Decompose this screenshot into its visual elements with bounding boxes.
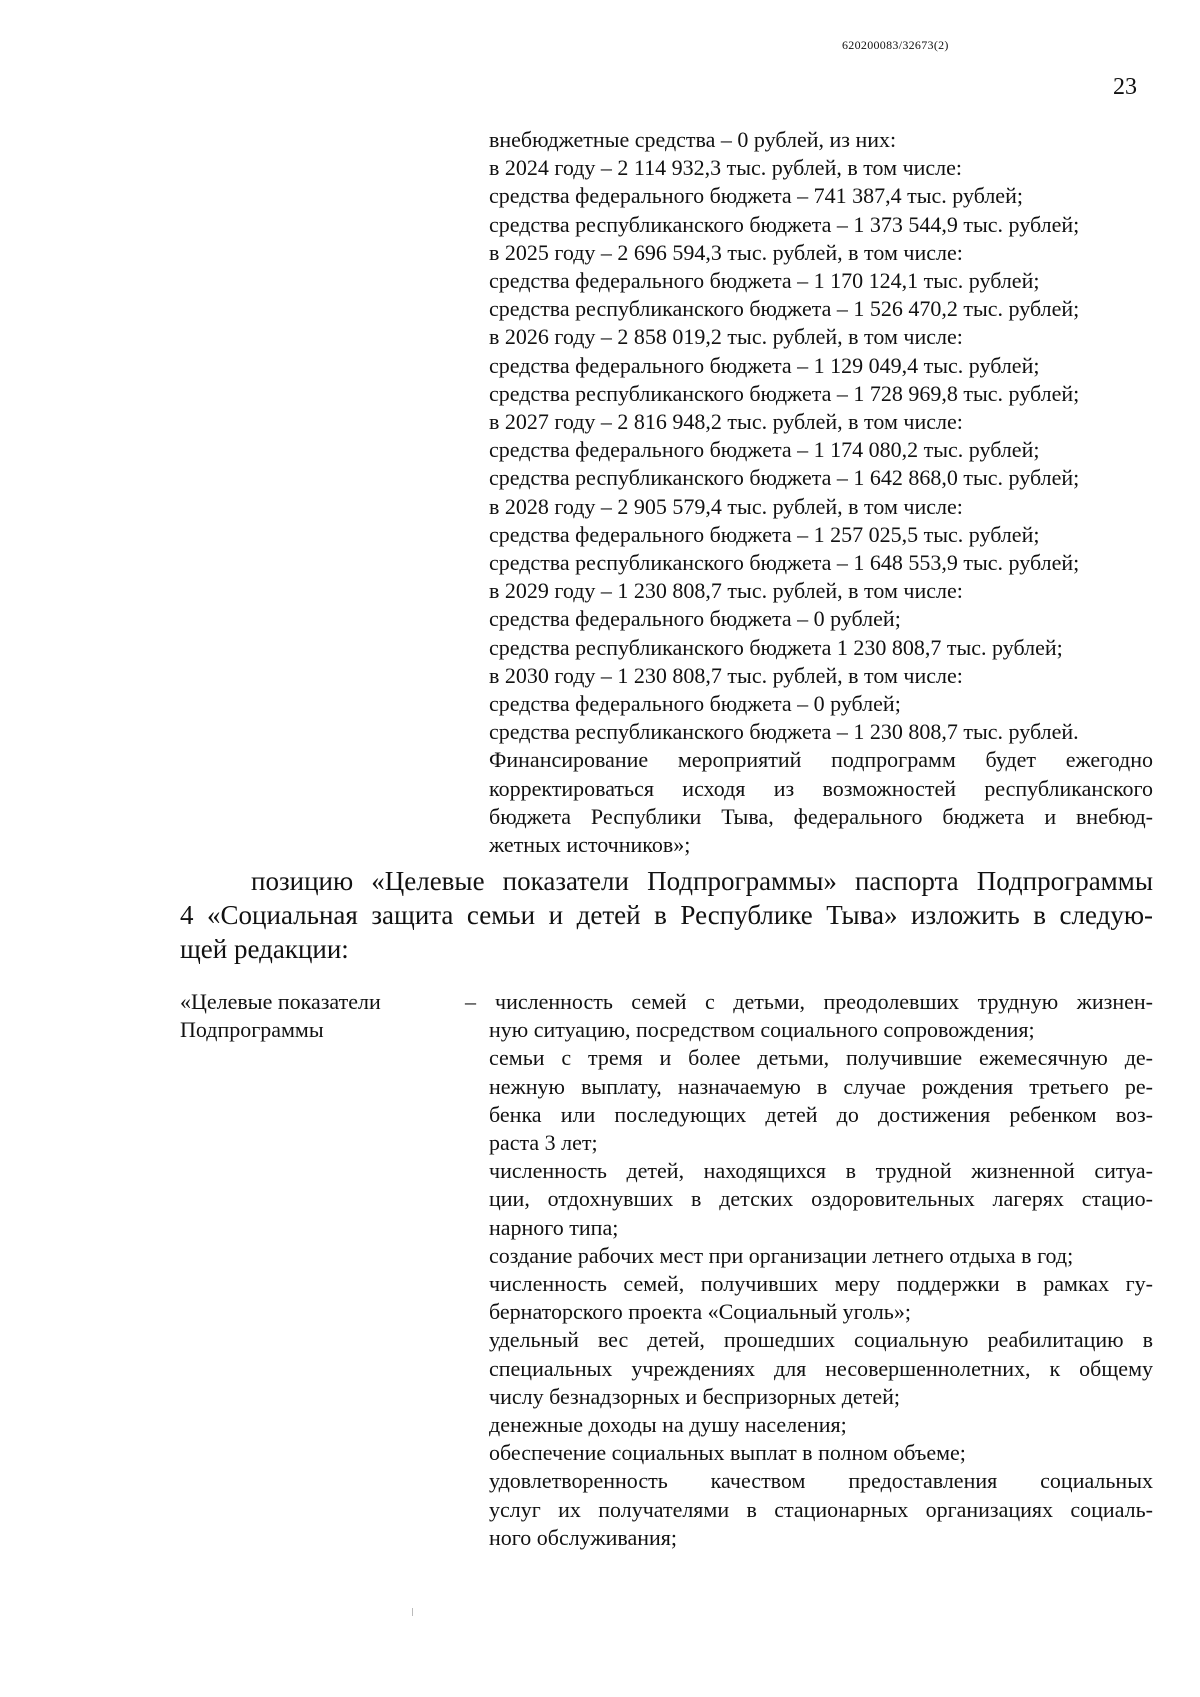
funding-line: средства федерального бюджета – 1 170 124,1 тыс. рублей; [489, 268, 1040, 294]
indicator-line: специальных учреждениях для несовершеннолетних, к общему [489, 1355, 1153, 1381]
indicator-line: денежные доходы на душу населения; [489, 1412, 847, 1438]
indicator-line: ного обслуживания; [489, 1524, 678, 1550]
indicator-line: числу безнадзорных и беспризорных детей; [489, 1383, 900, 1409]
funding-line: средства республиканского бюджета – 1 526 470,2 тыс. рублей; [489, 296, 1080, 322]
funding-closing-line: бюджета Республики Тыва, федерального бюджета и внебюд- [489, 803, 1153, 829]
funding-line: в 2028 году – 2 905 579,4 тыс. рублей, в том числе: [489, 493, 963, 519]
indicator-line: ции, отдохнувших в детских оздоровительных лагерях стацио- [489, 1186, 1153, 1212]
indicator-item [489, 988, 1153, 1044]
funding-block [489, 126, 1153, 859]
dash-separator: – [465, 989, 476, 1014]
indicators-label [180, 988, 460, 1044]
indicator-line: обеспечение социальных выплат в полном объеме; [489, 1440, 966, 1466]
indicator-item [489, 1242, 1153, 1270]
indicator-line: удовлетворенность качеством предоставления социальных [489, 1468, 1153, 1494]
indicator-item [489, 1326, 1153, 1411]
document-id: 620200083/32673(2) [842, 38, 949, 52]
label-line: Подпрограммы [180, 1017, 324, 1042]
funding-line: средства республиканского бюджета – 1 728 969,8 тыс. рублей; [489, 380, 1080, 406]
funding-line: средства республиканского бюджета – 1 642 868,0 тыс. рублей; [489, 465, 1080, 491]
scan-mark [412, 1608, 413, 1616]
indicator-line: удельный вес детей, прошедших социальную реабилитацию в [489, 1327, 1153, 1353]
indicator-line: численность детей, находящихся в трудной жизненной ситуа- [489, 1158, 1153, 1184]
indicator-item [489, 1157, 1153, 1242]
indicator-line: численность семей с детьми, преодолевших трудную жизнен- [495, 989, 1153, 1014]
funding-closing-line: корректироваться исходя из возможностей республиканского [489, 775, 1153, 801]
funding-line: средства федерального бюджета – 1 257 025,5 тыс. рублей; [489, 521, 1040, 547]
funding-line: средства республиканского бюджета – 1 230 808,7 тыс. рублей. [489, 719, 1079, 745]
funding-line: в 2027 году – 2 816 948,2 тыс. рублей, в том числе: [489, 409, 963, 435]
funding-line: в 2024 году – 2 114 932,3 тыс. рублей, в том числе: [489, 155, 963, 181]
funding-line: средства федерального бюджета – 1 129 049,4 тыс. рублей; [489, 352, 1040, 378]
indicator-line: нарного типа; [489, 1214, 619, 1240]
funding-line: средства республиканского бюджета 1 230 808,7 тыс. рублей; [489, 634, 1063, 660]
indicator-line: раста 3 лет; [489, 1130, 598, 1156]
funding-line: средства федерального бюджета – 1 174 080,2 тыс. рублей; [489, 437, 1040, 463]
amendment-intro [180, 864, 1153, 966]
indicator-line: нежную выплату, назначаемую в случае рождения третьего ре- [489, 1073, 1153, 1099]
funding-line: средства федерального бюджета – 741 387,4 тыс. рублей; [489, 183, 1023, 209]
funding-line: средства федерального бюджета – 0 рублей; [489, 606, 901, 632]
label-line: «Целевые показатели [180, 989, 381, 1014]
indicator-item [489, 1044, 1153, 1157]
funding-line: в 2030 году – 1 230 808,7 тыс. рублей, в том числе: [489, 662, 963, 688]
funding-line: в 2025 году – 2 696 594,3 тыс. рублей, в том числе: [489, 239, 963, 265]
indicator-line: семьи с тремя и более детьми, получившие ежемесячную де- [489, 1045, 1153, 1071]
indicator-item [489, 1467, 1153, 1552]
indicator-line: ную ситуацию, посредством социального сопровождения; [489, 1017, 1035, 1043]
funding-line: в 2026 году – 2 858 019,2 тыс. рублей, в том числе: [489, 324, 963, 350]
page-number: 23 [1113, 74, 1137, 100]
indicator-line: численность семей, получивших меру поддержки в рамках гу- [489, 1271, 1153, 1297]
indicator-line: услуг их получателями в стационарных организациях социаль- [489, 1496, 1153, 1522]
intro-line: щей редакции: [180, 934, 349, 964]
indicator-line: создание рабочих мест при организации летнего отдыха в год; [489, 1242, 1074, 1268]
funding-line: внебюджетные средства – 0 рублей, из них: [489, 127, 897, 152]
funding-line: средства республиканского бюджета – 1 373 544,9 тыс. рублей; [489, 211, 1080, 237]
indicator-line: бернаторского проекта «Социальный уголь»; [489, 1299, 911, 1325]
indicator-item [489, 1439, 1153, 1467]
indicator-item [489, 1411, 1153, 1439]
indicators-list [489, 988, 1153, 1552]
indicator-line: бенка или последующих детей до достижения ребенком воз- [489, 1101, 1153, 1127]
funding-line: средства федерального бюджета – 0 рублей; [489, 691, 901, 717]
indicator-item [489, 1270, 1153, 1326]
funding-closing-line: жетных источников»; [489, 832, 691, 858]
intro-line: позицию «Целевые показатели Подпрограммы» паспорта Подпрограммы [251, 866, 1153, 896]
intro-line: 4 «Социальная защита семьи и детей в Республике Тыва» изложить в следую- [180, 900, 1153, 930]
funding-line: в 2029 году – 1 230 808,7 тыс. рублей, в том числе: [489, 578, 963, 604]
funding-closing-line: Финансирование мероприятий подпрограмм будет ежегодно [489, 747, 1153, 773]
funding-line: средства республиканского бюджета – 1 648 553,9 тыс. рублей; [489, 550, 1080, 576]
